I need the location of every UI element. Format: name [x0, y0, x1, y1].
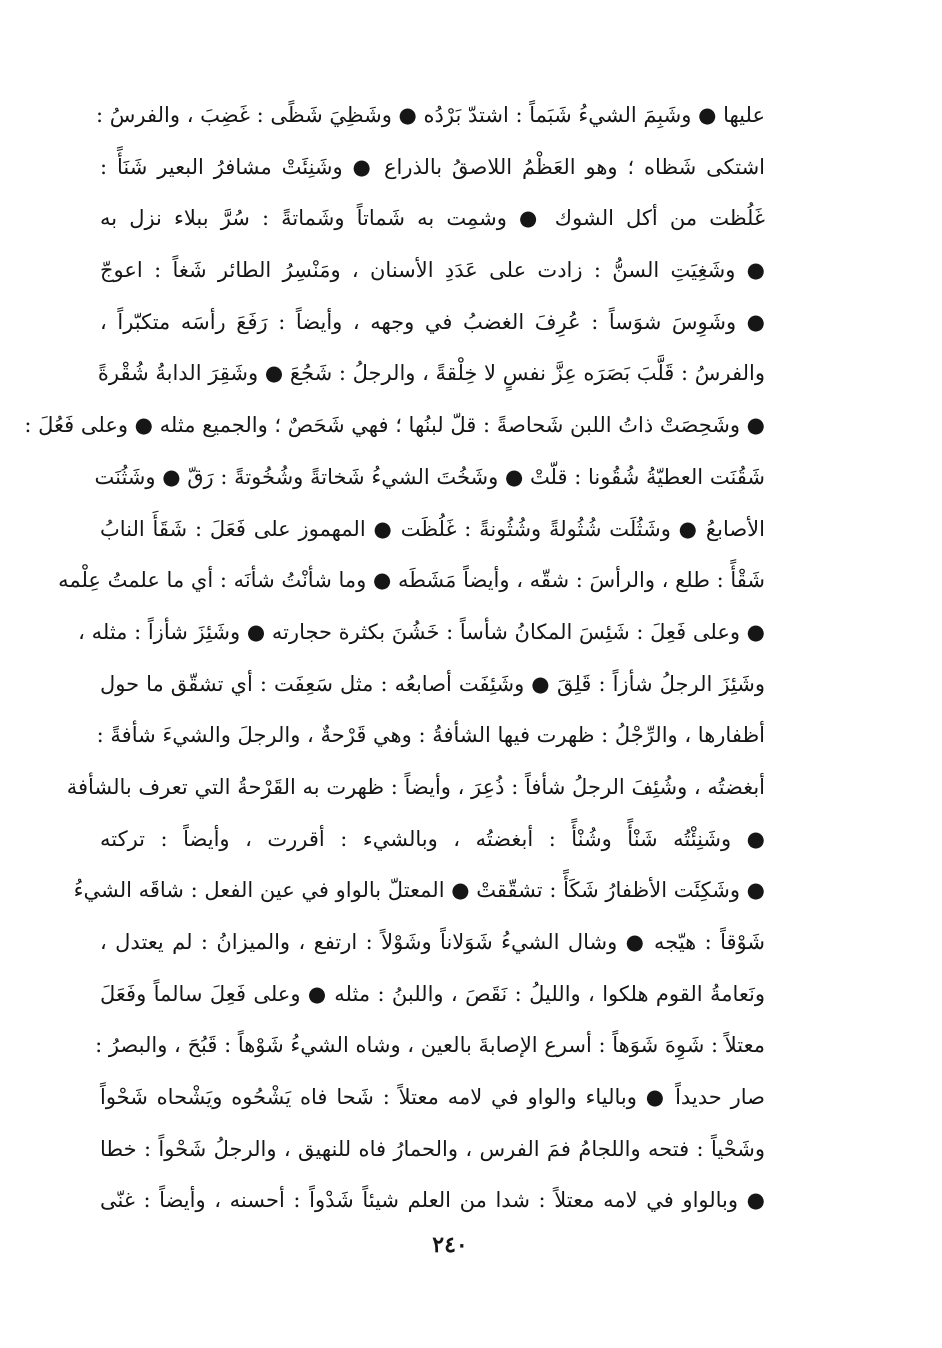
text-line-6: والفرسُ : قَلَّبَ بَصَرَه عِزَّ نفسٍ لا خِلْقةً ، والرجلُ : شَجُعَ ● وشَقِرَ الدابةُ شُقْرةً — [97, 361, 765, 386]
text-line-22: ● وبالواو في لامه معتلاً : شدا من العلم شيئاً شَدْواً : أحسنه ، وأيضاً : غنّى — [100, 1188, 765, 1213]
text-line-9: الأصابعُ ● وشَثُلَت شُثُولةً وشُثُونةً : غَلُظَت ● المهموز على فَعَلَ : شَقَأَ النابُ — [100, 516, 765, 541]
page-number: ٢٤٠ — [432, 1232, 468, 1258]
text-line-11: ● وعلى فَعِلَ : شَئِسَ المكانُ شأساً : خَشُنَ بكثرة حجارته ● وشَئِزَ شأزاً : مثله ، — [78, 619, 765, 644]
text-line-16: ● وشَكِئَت الأظفارُ شَكَأً : تشقّقتْ ● المعتلّ بالواو في عين الفعل : شاقَه الشيءُ — [73, 878, 765, 903]
text-line-21: وشَحْياً : فتحه واللجامُ فمَ الفرس ، والحمارُ فاه للنهيق ، والرجلُ شَحْواً : خطا — [100, 1136, 765, 1161]
text-line-12: وشَئِزَ الرجلُ شأزاً : قَلِقَ ● وشَئِفَت أصابعُه : مثل سَعِفَت : أي تشقّق ما حول — [100, 671, 765, 696]
text-line-14: أبغضتُه ، وشُئِفَ الرجلُ شأفاً : ذُعِرَ ، وأيضاً : ظهرت به القَرْحةُ التي تعرف بالشأفة — [66, 774, 765, 799]
text-line-2: اشتكى شَظاه ؛ وهو العَظْمُ اللاصقُ بالذراع ● وشَنِئَتْ مشافرُ البعير شَنَأً : — [100, 154, 765, 179]
text-line-19: معتلاً : شَوِهَ شَوَهاً : أسرع الإصابةَ بالعين ، وشاه الشيءُ شَوْهاً : قَبُحَ ، والبصرُ : — [95, 1033, 765, 1058]
text-line-13: أظفارها ، والرِّجْلُ : ظهرت فيها الشأفةُ : وهي قَرْحةٌ ، والرجلَ والشيءَ شأفةً : — [96, 723, 765, 748]
text-line-20: صار حديداً ● وبالياء والواو في لامه معتلاً : شَحا فاه يَشْحُوه ويَشْحاه شَحْواً — [100, 1085, 765, 1110]
text-line-4: ● وشَغِيَتِ السنُّ : زادت على عَدَدِ الأسنان ، ومَنْسِرُ الطائر شَغاً : اعوجّ — [100, 258, 765, 283]
text-line-17: شَوْقاً : هيّجه ● وشال الشيءُ شَوَلاناً وشَوْلاً : ارتفع ، والميزانُ : لم يعتدل ، — [100, 930, 765, 954]
text-line-8: شَقُنَت العطيّةُ شُقُونا : قلّتْ ● وشَخُتَ الشيءُ شَخاتةً وشُخُوتةً : رَقّ ● وشَثُنَت — [94, 464, 765, 489]
text-line-10: شَقْأً : طلع ، والرأسَ : شقّه ، وأيضاً مَشَطَه ● وما شأنْتُ شأنَه : أي ما علمتُ عِلْمه — [58, 568, 765, 593]
text-line-1: عليها ● وشَبِمَ الشيءُ شَبَماً : اشتدّ بَرْدُه ● وشَظِيَ شَظًى : غَضِبَ ، والفرسُ : — [96, 103, 765, 127]
text-line-7: ● وشَحِصَتْ ذاتُ اللبن شَحاصةً : قلّ لبنُها ؛ فهي شَحَصٌ ؛ والجميع مثله ● وعلى فَعُلَ : — [24, 413, 765, 438]
text-line-3: غَلُظت من أكل الشوك ● وشمِت به شَماتاً وشَماتةً : سُرَّ ببلاء نزل به — [100, 206, 765, 231]
text-line-15: ● وشَنِئْتُه شَنْأً وشُنْأً : أبغضتُه ، وبالشيء : أقررت ، وأيضاً : تركته — [100, 826, 765, 851]
text-line-18: ونَعامةُ القوم هلكوا ، والليلُ : نَقَصَ ، واللبنُ : مثله ● وعلى فَعِلَ سالماً وفَعَلَ — [100, 981, 765, 1006]
main-text — [24, 90, 765, 1227]
text-line-5: ● وشَوِسَ شوَساً : عُرِفَ الغضبُ في وجهه ، وأيضاً : رَفَعَ رأسَه متكبّراً ، — [100, 309, 765, 334]
